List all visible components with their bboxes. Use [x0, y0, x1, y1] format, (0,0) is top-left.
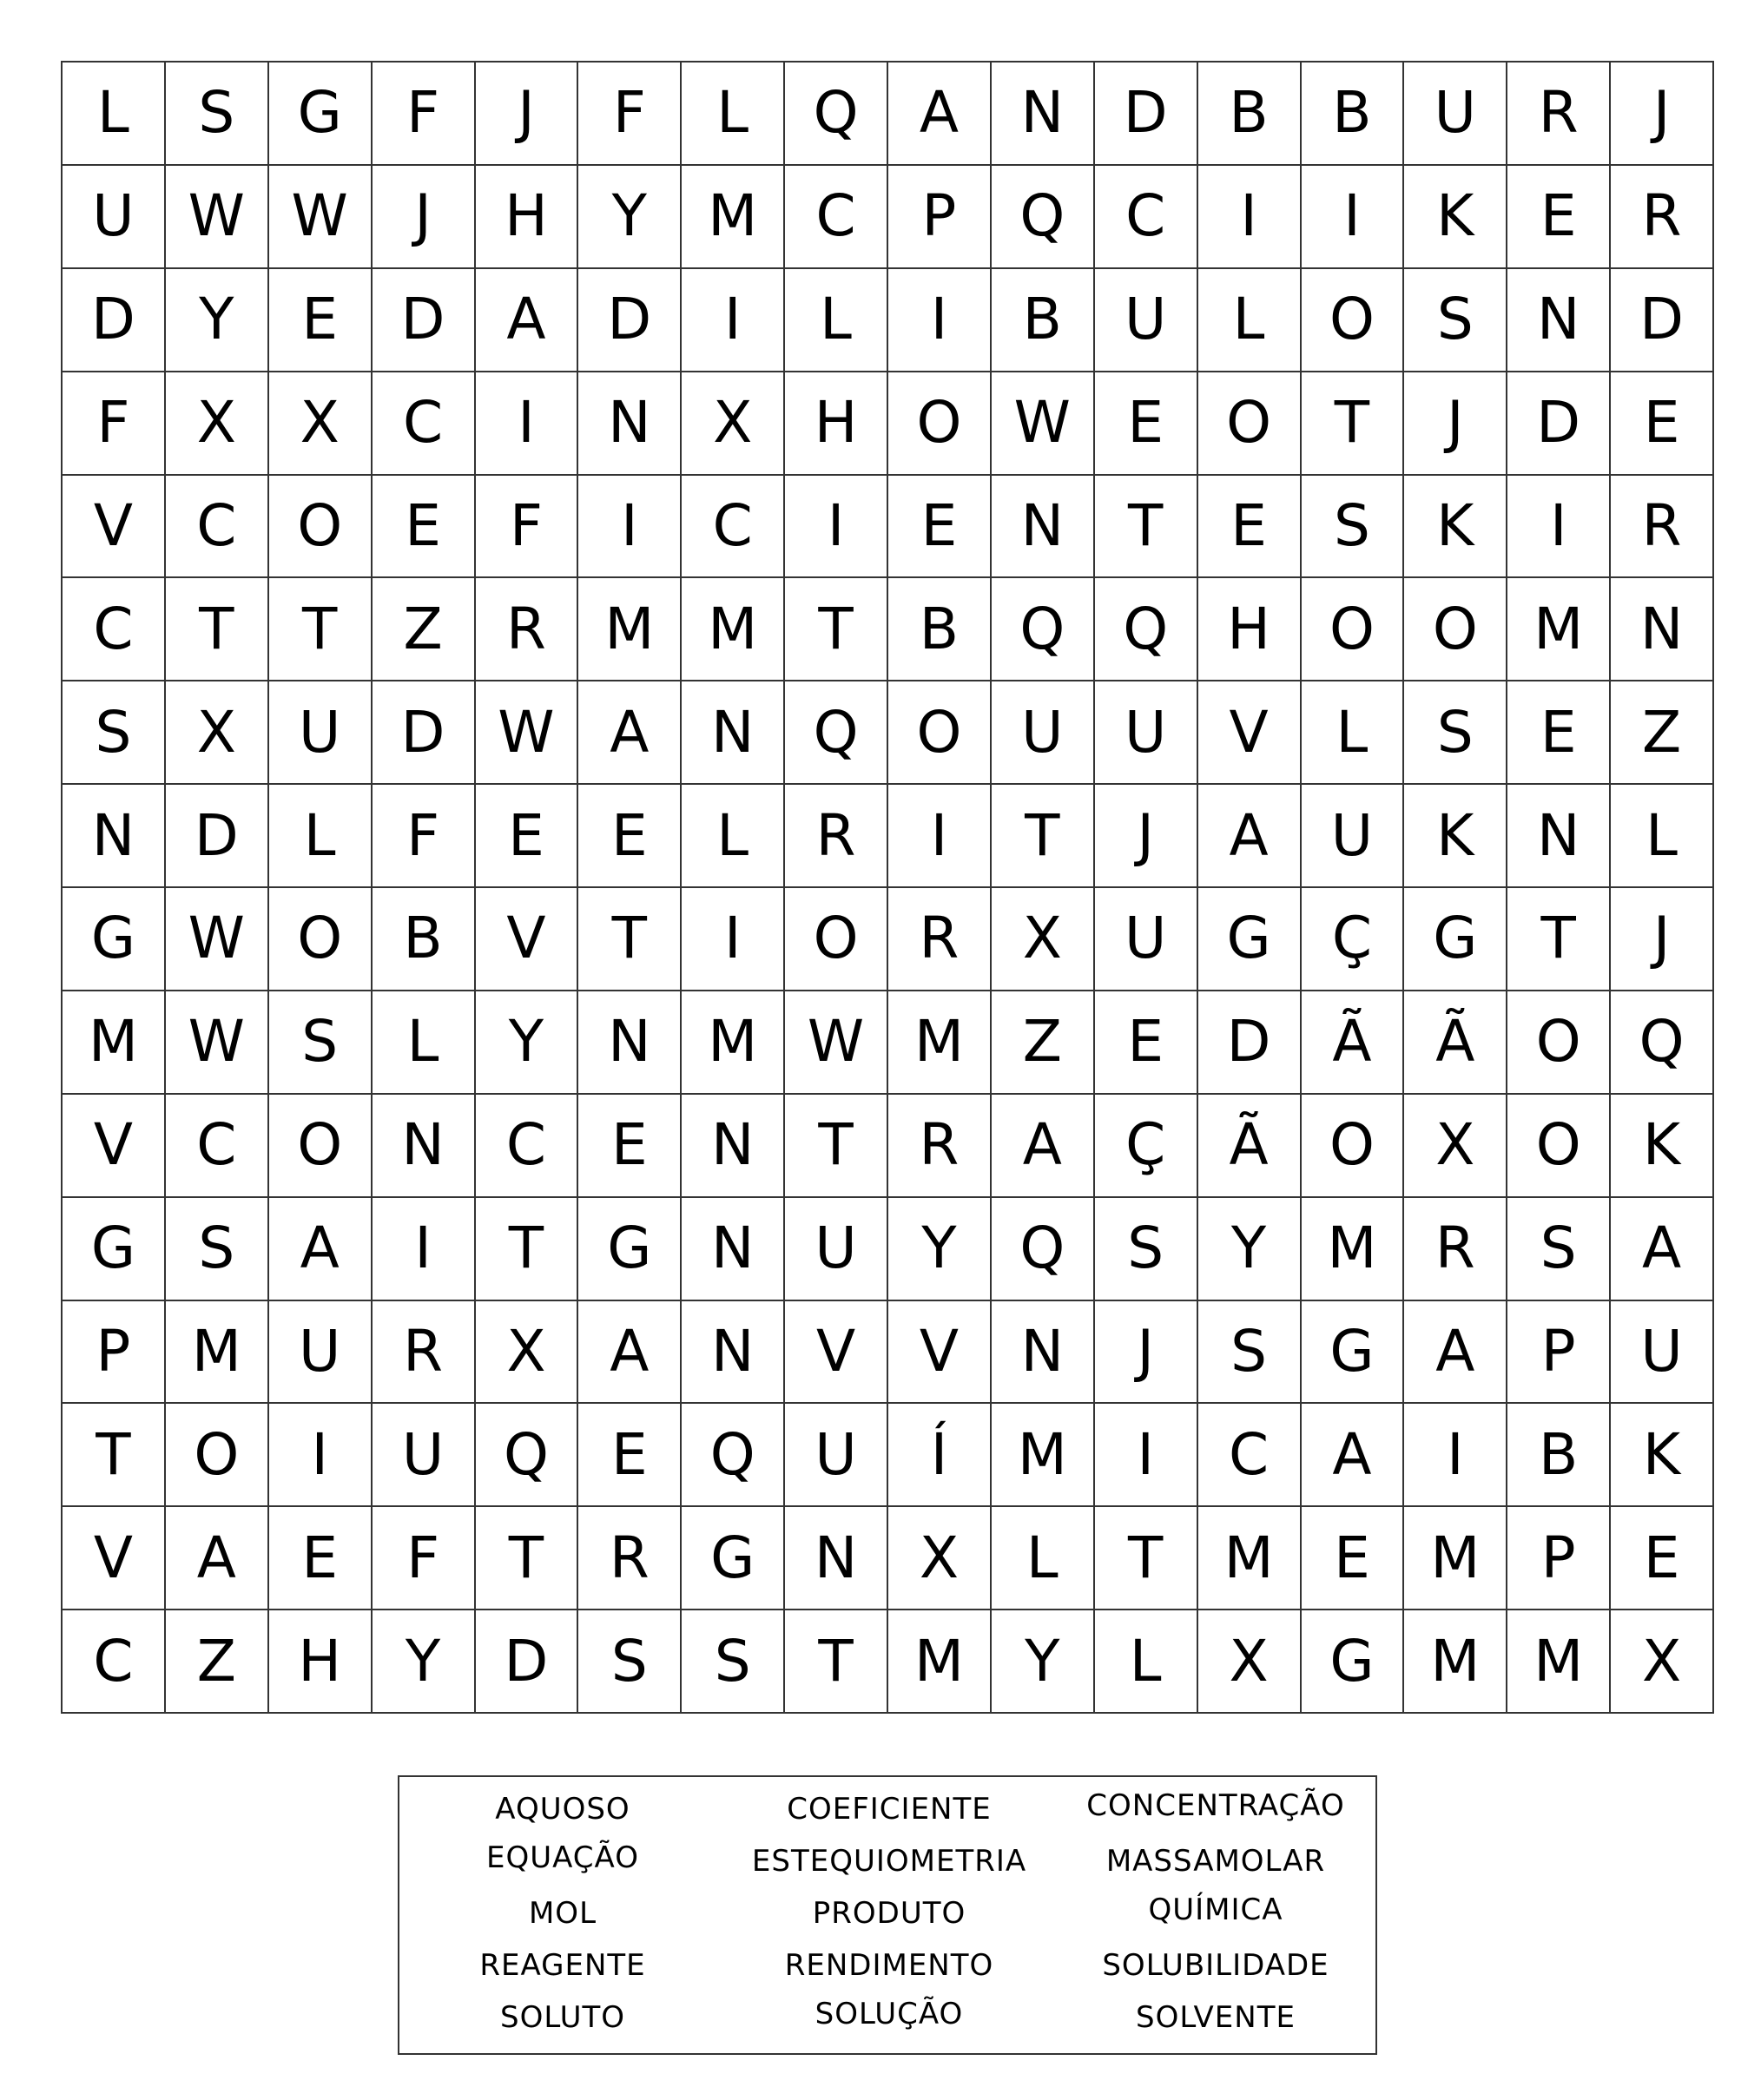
grid-cell[interactable]: Q	[682, 1404, 785, 1507]
grid-cell[interactable]: S	[682, 1610, 785, 1714]
grid-cell[interactable]: D	[1198, 991, 1302, 1095]
grid-cell[interactable]: X	[682, 372, 785, 476]
grid-cell[interactable]: L	[785, 269, 888, 372]
grid-cell[interactable]: B	[373, 888, 476, 991]
grid-cell[interactable]: Y	[578, 166, 682, 269]
grid-cell[interactable]: E	[578, 785, 682, 888]
grid-cell[interactable]: I	[682, 269, 785, 372]
grid-cell[interactable]: F	[578, 63, 682, 166]
grid-cell[interactable]: M	[166, 1301, 269, 1405]
grid-cell[interactable]: O	[269, 1095, 373, 1198]
grid-cell[interactable]: S	[578, 1610, 682, 1714]
grid-cell[interactable]: I	[1302, 166, 1405, 269]
grid-cell[interactable]: M	[682, 991, 785, 1095]
grid-cell[interactable]: A	[1404, 1301, 1507, 1405]
grid-cell[interactable]: D	[1507, 372, 1611, 476]
grid-cell[interactable]: O	[1198, 372, 1302, 476]
grid-cell[interactable]: K	[1404, 166, 1507, 269]
grid-cell[interactable]: B	[992, 269, 1095, 372]
grid-cell[interactable]: F	[63, 372, 166, 476]
grid-cell[interactable]: Z	[166, 1610, 269, 1714]
grid-cell[interactable]: L	[1611, 785, 1714, 888]
grid-cell[interactable]: E	[1095, 372, 1198, 476]
grid-cell[interactable]: R	[1404, 1198, 1507, 1301]
grid-cell[interactable]: O	[269, 476, 373, 579]
grid-cell[interactable]: V	[1198, 681, 1302, 785]
grid-cell[interactable]: V	[63, 1507, 166, 1610]
grid-cell[interactable]: H	[269, 1610, 373, 1714]
grid-cell[interactable]: Y	[992, 1610, 1095, 1714]
grid-cell[interactable]: J	[476, 63, 579, 166]
grid-cell[interactable]: X	[1404, 1095, 1507, 1198]
grid-cell[interactable]: W	[166, 888, 269, 991]
grid-cell[interactable]: I	[1507, 476, 1611, 579]
grid-cell[interactable]: T	[785, 1610, 888, 1714]
grid-cell[interactable]: Y	[1198, 1198, 1302, 1301]
grid-cell[interactable]: T	[476, 1198, 579, 1301]
grid-cell[interactable]: S	[269, 991, 373, 1095]
grid-cell[interactable]: D	[63, 269, 166, 372]
letter-grid	[61, 61, 1714, 1714]
grid-cell[interactable]: J	[1611, 888, 1714, 991]
grid-cell[interactable]: E	[888, 476, 992, 579]
grid-cell[interactable]: E	[373, 476, 476, 579]
grid-cell[interactable]: B	[1507, 1404, 1611, 1507]
grid-cell[interactable]: M	[682, 166, 785, 269]
grid-cell[interactable]: R	[888, 1095, 992, 1198]
grid-cell[interactable]: S	[1095, 1198, 1198, 1301]
grid-cell[interactable]: H	[785, 372, 888, 476]
grid-cell[interactable]: U	[373, 1404, 476, 1507]
grid-cell[interactable]: L	[1198, 269, 1302, 372]
grid-cell[interactable]: S	[1507, 1198, 1611, 1301]
grid-cell[interactable]: J	[1095, 1301, 1198, 1405]
grid-cell[interactable]: Ã	[1404, 991, 1507, 1095]
grid-cell[interactable]: C	[166, 476, 269, 579]
grid-cell[interactable]: S	[1404, 269, 1507, 372]
grid-cell[interactable]: T	[1302, 372, 1405, 476]
grid-cell[interactable]: M	[888, 1610, 992, 1714]
grid-cell[interactable]: F	[373, 785, 476, 888]
grid-cell[interactable]: W	[992, 372, 1095, 476]
grid-cell[interactable]: U	[785, 1198, 888, 1301]
grid-cell[interactable]: P	[888, 166, 992, 269]
grid-cell[interactable]: R	[578, 1507, 682, 1610]
grid-cell[interactable]: D	[578, 269, 682, 372]
grid-cell[interactable]: N	[992, 1301, 1095, 1405]
grid-cell[interactable]: N	[785, 1507, 888, 1610]
grid-cell[interactable]: R	[1507, 63, 1611, 166]
grid-cell[interactable]: Ç	[1302, 888, 1405, 991]
grid-cell[interactable]: K	[1611, 1404, 1714, 1507]
grid-cell[interactable]: O	[1302, 1095, 1405, 1198]
grid-cell[interactable]: Y	[476, 991, 579, 1095]
grid-cell[interactable]: G	[1302, 1301, 1405, 1405]
grid-cell[interactable]: L	[682, 63, 785, 166]
grid-cell[interactable]: E	[1198, 476, 1302, 579]
grid-cell[interactable]: T	[1095, 1507, 1198, 1610]
grid-cell[interactable]: Q	[476, 1404, 579, 1507]
grid-cell[interactable]: Q	[992, 166, 1095, 269]
word-bank-item: PRODUTO	[812, 1896, 966, 1931]
grid-cell[interactable]: M	[992, 1404, 1095, 1507]
grid-cell[interactable]: O	[1404, 578, 1507, 681]
grid-cell[interactable]: B	[888, 578, 992, 681]
grid-cell[interactable]: E	[1611, 372, 1714, 476]
grid-cell[interactable]: N	[578, 372, 682, 476]
grid-cell[interactable]: L	[992, 1507, 1095, 1610]
grid-cell[interactable]: D	[1611, 269, 1714, 372]
grid-cell[interactable]: C	[1198, 1404, 1302, 1507]
grid-cell[interactable]: N	[682, 1301, 785, 1405]
grid-cell[interactable]: Ã	[1198, 1095, 1302, 1198]
word-bank-item: MASSAMOLAR	[1105, 1844, 1326, 1879]
grid-cell[interactable]: Q	[785, 63, 888, 166]
grid-cell[interactable]: S	[1404, 681, 1507, 785]
grid-cell[interactable]: A	[166, 1507, 269, 1610]
grid-cell[interactable]: O	[1507, 1095, 1611, 1198]
grid-cell[interactable]: V	[888, 1301, 992, 1405]
grid-cell[interactable]: N	[63, 785, 166, 888]
grid-cell[interactable]: O	[888, 372, 992, 476]
grid-cell[interactable]: I	[682, 888, 785, 991]
grid-cell[interactable]: Ç	[1095, 1095, 1198, 1198]
grid-cell[interactable]: G	[63, 1198, 166, 1301]
grid-cell[interactable]: C	[63, 1610, 166, 1714]
grid-cell[interactable]: T	[1095, 476, 1198, 579]
grid-cell[interactable]: R	[888, 888, 992, 991]
grid-cell[interactable]: E	[578, 1095, 682, 1198]
grid-cell[interactable]: X	[476, 1301, 579, 1405]
grid-cell[interactable]: C	[785, 166, 888, 269]
grid-cell[interactable]: G	[1404, 888, 1507, 991]
grid-cell[interactable]: C	[476, 1095, 579, 1198]
grid-cell[interactable]: X	[1198, 1610, 1302, 1714]
grid-cell[interactable]: M	[682, 578, 785, 681]
grid-cell[interactable]: D	[373, 681, 476, 785]
word-bank-item: CONCENTRAÇÃO	[1086, 1788, 1345, 1823]
grid-cell[interactable]: M	[1198, 1507, 1302, 1610]
grid-cell[interactable]: L	[1095, 1610, 1198, 1714]
grid-cell[interactable]: V	[476, 888, 579, 991]
grid-cell[interactable]: S	[63, 681, 166, 785]
grid-cell[interactable]: N	[682, 1095, 785, 1198]
grid-cell[interactable]: W	[166, 166, 269, 269]
grid-cell[interactable]: B	[1302, 63, 1405, 166]
grid-cell[interactable]: J	[1095, 785, 1198, 888]
grid-cell[interactable]: O	[166, 1404, 269, 1507]
grid-cell[interactable]: W	[166, 991, 269, 1095]
grid-cell[interactable]: A	[1198, 785, 1302, 888]
grid-cell[interactable]: Q	[992, 1198, 1095, 1301]
grid-cell[interactable]: C	[166, 1095, 269, 1198]
grid-cell[interactable]: U	[1302, 785, 1405, 888]
grid-cell[interactable]: U	[785, 1404, 888, 1507]
grid-cell[interactable]: Y	[166, 269, 269, 372]
grid-cell[interactable]: I	[888, 785, 992, 888]
grid-cell[interactable]: U	[1095, 269, 1198, 372]
grid-cell[interactable]: F	[373, 1507, 476, 1610]
grid-cell[interactable]: N	[373, 1095, 476, 1198]
grid-cell[interactable]: G	[1302, 1610, 1405, 1714]
grid-cell[interactable]: X	[992, 888, 1095, 991]
grid-cell[interactable]: A	[476, 269, 579, 372]
grid-cell[interactable]: W	[785, 991, 888, 1095]
grid-cell[interactable]: R	[476, 578, 579, 681]
grid-cell[interactable]: M	[63, 991, 166, 1095]
grid-cell[interactable]: E	[1507, 681, 1611, 785]
grid-cell[interactable]: A	[1302, 1404, 1405, 1507]
grid-cell[interactable]: P	[63, 1301, 166, 1405]
grid-cell[interactable]: T	[269, 578, 373, 681]
grid-cell[interactable]: S	[166, 63, 269, 166]
grid-cell[interactable]: O	[785, 888, 888, 991]
grid-cell[interactable]: G	[63, 888, 166, 991]
grid-cell[interactable]: U	[269, 1301, 373, 1405]
grid-cell[interactable]: Q	[785, 681, 888, 785]
word-bank-item: REAGENTE	[479, 1948, 646, 1983]
grid-cell[interactable]: C	[682, 476, 785, 579]
word-bank-item: ESTEQUIOMETRIA	[751, 1844, 1027, 1879]
grid-cell[interactable]: I	[888, 269, 992, 372]
grid-cell[interactable]: O	[1302, 269, 1405, 372]
grid-cell[interactable]: D	[1095, 63, 1198, 166]
word-bank-item: SOLUÇÃO	[815, 1997, 964, 2031]
grid-cell[interactable]: N	[1611, 578, 1714, 681]
grid-cell[interactable]: Q	[992, 578, 1095, 681]
grid-cell[interactable]: M	[1404, 1610, 1507, 1714]
grid-cell[interactable]: L	[63, 63, 166, 166]
grid-cell[interactable]: S	[1198, 1301, 1302, 1405]
grid-cell[interactable]: H	[476, 166, 579, 269]
grid-cell[interactable]: N	[992, 63, 1095, 166]
grid-cell[interactable]: E	[1611, 1507, 1714, 1610]
grid-cell[interactable]: R	[1611, 476, 1714, 579]
word-bank-item: MOL	[528, 1896, 597, 1931]
grid-cell[interactable]: Q	[1611, 991, 1714, 1095]
grid-cell[interactable]: X	[166, 681, 269, 785]
grid-cell[interactable]: N	[682, 1198, 785, 1301]
grid-cell[interactable]: I	[785, 476, 888, 579]
grid-cell[interactable]: X	[888, 1507, 992, 1610]
grid-cell[interactable]: U	[1404, 63, 1507, 166]
grid-cell[interactable]: J	[1404, 372, 1507, 476]
grid-cell[interactable]: D	[476, 1610, 579, 1714]
grid-cell[interactable]: O	[269, 888, 373, 991]
grid-cell[interactable]: Y	[888, 1198, 992, 1301]
grid-cell[interactable]: M	[1302, 1198, 1405, 1301]
word-bank-item: QUÍMICA	[1148, 1893, 1283, 1927]
grid-cell[interactable]: K	[1404, 785, 1507, 888]
grid-cell[interactable]: Í	[888, 1404, 992, 1507]
grid-cell[interactable]: X	[269, 372, 373, 476]
grid-cell[interactable]: Y	[373, 1610, 476, 1714]
grid-cell[interactable]: H	[1198, 578, 1302, 681]
grid-cell[interactable]: I	[1404, 1404, 1507, 1507]
grid-cell[interactable]: L	[373, 991, 476, 1095]
grid-cell[interactable]: N	[682, 681, 785, 785]
grid-cell[interactable]: E	[476, 785, 579, 888]
grid-cell[interactable]: N	[578, 991, 682, 1095]
grid-cell[interactable]: I	[269, 1404, 373, 1507]
grid-cell[interactable]: B	[1198, 63, 1302, 166]
word-bank-item: EQUAÇÃO	[486, 1840, 639, 1875]
grid-cell[interactable]: G	[682, 1507, 785, 1610]
grid-cell[interactable]: E	[269, 1507, 373, 1610]
grid-cell[interactable]: Q	[1095, 578, 1198, 681]
word-bank-item: SOLUTO	[499, 2000, 625, 2035]
grid-cell[interactable]: K	[1611, 1095, 1714, 1198]
grid-cell[interactable]: U	[269, 681, 373, 785]
grid-cell[interactable]: R	[785, 785, 888, 888]
grid-cell[interactable]: T	[578, 888, 682, 991]
grid-cell[interactable]: R	[1611, 166, 1714, 269]
grid-cell[interactable]: V	[63, 476, 166, 579]
grid-cell[interactable]: I	[476, 372, 579, 476]
grid-cell[interactable]: I	[1095, 1404, 1198, 1507]
grid-cell[interactable]: W	[269, 166, 373, 269]
word-bank-item: SOLUBILIDADE	[1102, 1948, 1329, 1983]
grid-cell[interactable]: S	[166, 1198, 269, 1301]
grid-cell[interactable]: L	[269, 785, 373, 888]
grid-cell[interactable]: D	[373, 269, 476, 372]
grid-cell[interactable]: M	[1507, 578, 1611, 681]
grid-cell[interactable]: O	[1507, 991, 1611, 1095]
grid-cell[interactable]: S	[1302, 476, 1405, 579]
grid-cell[interactable]: N	[992, 476, 1095, 579]
grid-cell[interactable]: F	[476, 476, 579, 579]
grid-cell[interactable]: G	[1198, 888, 1302, 991]
grid-cell[interactable]: C	[63, 578, 166, 681]
grid-cell[interactable]: T	[1507, 888, 1611, 991]
grid-cell[interactable]: T	[166, 578, 269, 681]
grid-cell[interactable]: E	[1302, 1507, 1405, 1610]
grid-cell[interactable]: P	[1507, 1507, 1611, 1610]
grid-cell[interactable]: V	[785, 1301, 888, 1405]
grid-cell[interactable]: C	[373, 372, 476, 476]
grid-cell[interactable]: A	[888, 63, 992, 166]
grid-cell[interactable]: O	[888, 681, 992, 785]
grid-cell[interactable]: G	[578, 1198, 682, 1301]
grid-cell[interactable]: A	[269, 1198, 373, 1301]
grid-cell[interactable]: U	[1095, 681, 1198, 785]
grid-cell[interactable]: C	[1095, 166, 1198, 269]
word-bank-item: SOLVENTE	[1136, 2000, 1296, 2035]
grid-cell[interactable]: M	[1507, 1610, 1611, 1714]
word-bank-item: RENDIMENTO	[784, 1948, 994, 1983]
grid-cell[interactable]: K	[1404, 476, 1507, 579]
grid-cell[interactable]: T	[785, 578, 888, 681]
grid-cell[interactable]: M	[1404, 1507, 1507, 1610]
grid-cell[interactable]: E	[1095, 991, 1198, 1095]
grid-cell[interactable]: T	[63, 1404, 166, 1507]
grid-cell[interactable]: X	[166, 372, 269, 476]
grid-cell[interactable]: J	[373, 166, 476, 269]
grid-cell[interactable]: L	[682, 785, 785, 888]
grid-cell[interactable]: E	[269, 269, 373, 372]
grid-cell[interactable]: W	[476, 681, 579, 785]
grid-cell[interactable]: O	[1302, 578, 1405, 681]
grid-cell[interactable]: P	[1507, 1301, 1611, 1405]
grid-cell[interactable]: A	[992, 1095, 1095, 1198]
grid-cell[interactable]: Z	[992, 991, 1095, 1095]
grid-cell[interactable]: F	[373, 63, 476, 166]
word-bank-item: COEFICIENTE	[787, 1792, 992, 1827]
grid-cell[interactable]: U	[1611, 1301, 1714, 1405]
grid-cell[interactable]: U	[63, 166, 166, 269]
word-bank	[398, 1775, 1377, 2055]
grid-cell[interactable]: I	[578, 476, 682, 579]
grid-cell[interactable]: J	[1611, 63, 1714, 166]
grid-cell[interactable]: V	[63, 1095, 166, 1198]
grid-cell[interactable]: A	[1611, 1198, 1714, 1301]
grid-cell[interactable]: T	[785, 1095, 888, 1198]
grid-cell[interactable]: M	[888, 991, 992, 1095]
grid-cell[interactable]: T	[476, 1507, 579, 1610]
grid-cell[interactable]: N	[1507, 269, 1611, 372]
grid-cell[interactable]: E	[578, 1404, 682, 1507]
word-bank-item: AQUOSO	[495, 1792, 630, 1827]
grid-cell[interactable]: Ã	[1302, 991, 1405, 1095]
grid-cell[interactable]: U	[992, 681, 1095, 785]
grid-cell[interactable]: M	[578, 578, 682, 681]
grid-cell[interactable]: U	[1095, 888, 1198, 991]
grid-cell[interactable]: T	[992, 785, 1095, 888]
grid-cell[interactable]: D	[166, 785, 269, 888]
grid-cell[interactable]: Z	[1611, 681, 1714, 785]
grid-cell[interactable]: A	[578, 1301, 682, 1405]
grid-cell[interactable]: I	[373, 1198, 476, 1301]
grid-cell[interactable]: L	[1302, 681, 1405, 785]
grid-cell[interactable]: E	[1507, 166, 1611, 269]
grid-cell[interactable]: G	[269, 63, 373, 166]
grid-cell[interactable]: X	[1611, 1610, 1714, 1714]
grid-cell[interactable]: A	[578, 681, 682, 785]
grid-cell[interactable]: N	[1507, 785, 1611, 888]
grid-cell[interactable]: Z	[373, 578, 476, 681]
grid-cell[interactable]: R	[373, 1301, 476, 1405]
grid-cell[interactable]: I	[1198, 166, 1302, 269]
